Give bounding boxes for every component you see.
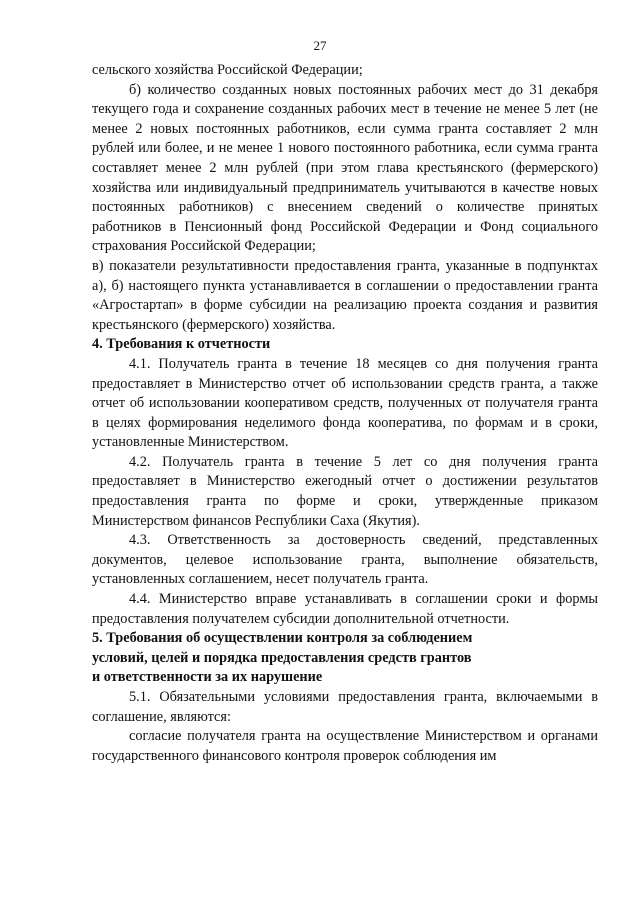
section-heading-5 <box>92 629 598 688</box>
section-heading-4: 4. Требования к отчетности <box>92 336 271 353</box>
section-heading-line: 5. Требования об осуществлении контроля за соблюдением <box>92 630 473 647</box>
document-body <box>92 61 598 766</box>
paragraph: 5.1. Обязательными условиями предоставления гранта, включаемыми в соглашение, являются: <box>92 689 598 725</box>
paragraph: 4.1. Получатель гранта в течение 18 месяцев со дня получения гранта предоставляет в Министерство отчет об использовании средств гранта, а также отчет об использовании кооперативом средств, полученных от получателя гранта в целях формирования неделимого фонда кооператива, по формам и в сроки, установленные Министерством. <box>92 355 598 451</box>
paragraph: согласие получателя гранта на осуществление Министерством и органами государственного финансового контроля проверок соблюдения им <box>92 728 598 764</box>
paragraph: 4.4. Министерство вправе устанавливать в соглашении сроки и формы предоставления получателем субсидии дополнительной отчетности. <box>92 591 598 627</box>
page-number: 27 <box>313 38 327 53</box>
paragraph: б) количество созданных новых постоянных рабочих мест до 31 декабря текущего года и сохранение созданных рабочих мест в течение не менее 5 лет (не менее 2 новых постоянных работников, если сумма гранта составляет 2 млн рублей или более, и не менее 1 нового постоянного работника, если сумма гранта составляет менее 2 млн рублей (при этом глава крестьянского (фермерского) хозяйства или индивидуальный предприниматель учитываются в качестве новых постоянных работников) с внесением сведений о количестве принятых работников в Пенсионный фонд Российской Федерации и Фонд социального страхования Российской Федерации; <box>92 81 598 255</box>
paragraph: сельского хозяйства Российской Федерации; <box>92 62 363 78</box>
paragraph: в) показатели результативности предоставления гранта, указанные в подпунктах а), б) настоящего пункта устанавливается в соглашении о предоставлении гранта «Агростартап» в форме субсидии на реализацию проекта создания и развития крестьянского (фермерского) хозяйства. <box>92 257 598 333</box>
section-heading-line: условий, целей и порядка предоставления средств грантов <box>92 649 472 666</box>
paragraph: 4.3. Ответственность за достоверность сведений, представленных документов, целевое использование гранта, выполнение обязательств, установленных соглашением, несет получатель гранта. <box>92 532 598 588</box>
section-heading-line: и ответственности за их нарушение <box>92 669 323 686</box>
paragraph: 4.2. Получатель гранта в течение 5 лет со дня получения гранта предоставляет в Министерство ежегодный отчет о достижении результатов предоставления гранта по форме и сроки, утвержденные приказом Министерством финансов Республики Саха (Якутия). <box>92 453 598 529</box>
